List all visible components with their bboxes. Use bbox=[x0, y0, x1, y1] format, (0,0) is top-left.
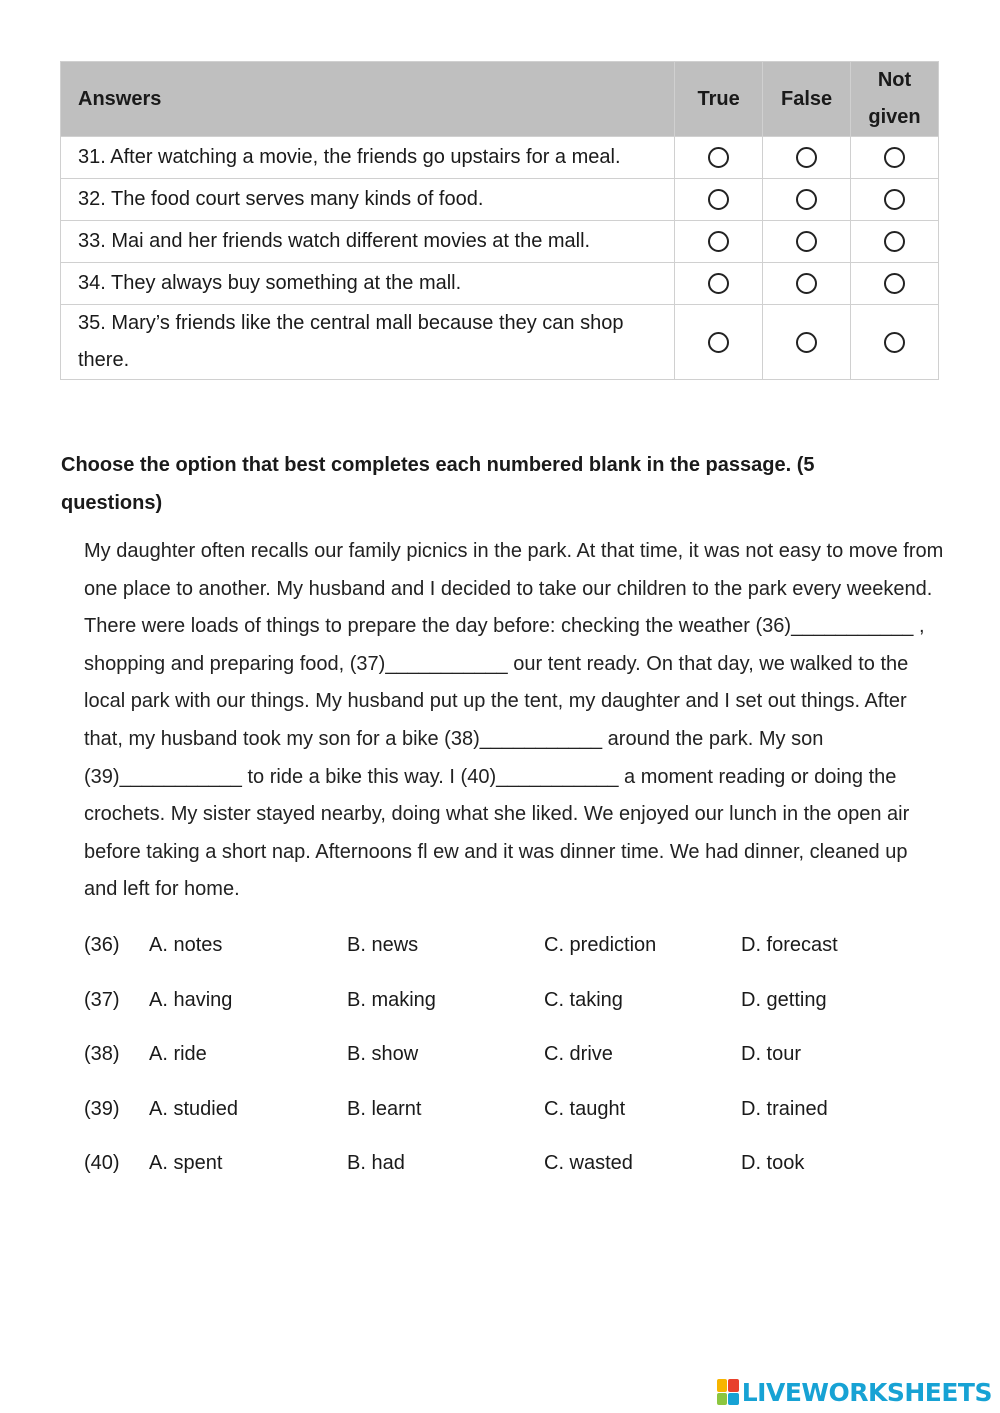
radio-35-not-given[interactable] bbox=[884, 332, 905, 353]
radio-32-not-given[interactable] bbox=[884, 189, 905, 210]
radio-31-true[interactable] bbox=[708, 147, 729, 168]
question-row-40 bbox=[84, 1144, 964, 1199]
statement-35: 35. Mary’s friends like the central mall because they can shop there. bbox=[61, 305, 675, 380]
radio-33-true[interactable] bbox=[708, 231, 729, 252]
table-row bbox=[61, 137, 939, 179]
option-37-a[interactable]: A. having bbox=[149, 988, 233, 1011]
question-row-37 bbox=[84, 981, 964, 1036]
radio-34-true[interactable] bbox=[708, 273, 729, 294]
radio-35-true[interactable] bbox=[708, 332, 729, 353]
option-39-b[interactable]: B. learnt bbox=[347, 1097, 422, 1120]
option-39-d[interactable]: D. trained bbox=[741, 1097, 828, 1120]
radio-35-false[interactable] bbox=[796, 332, 817, 353]
radio-33-not-given[interactable] bbox=[884, 231, 905, 252]
answer-options bbox=[84, 926, 964, 1199]
option-38-d[interactable]: D. tour bbox=[741, 1043, 802, 1066]
radio-32-false[interactable] bbox=[796, 189, 817, 210]
table-row bbox=[61, 305, 939, 380]
logo-icon bbox=[717, 1379, 739, 1405]
statement-34: 34. They always buy something at the mall. bbox=[61, 263, 675, 305]
option-38-c[interactable]: C. drive bbox=[544, 1043, 613, 1066]
statement-32: 32. The food court serves many kinds of food. bbox=[61, 179, 675, 221]
question-number: (40) bbox=[84, 1152, 120, 1175]
option-36-c[interactable]: C. prediction bbox=[544, 934, 657, 956]
header-not-given: Not given bbox=[851, 62, 939, 137]
reading-passage: My daughter often recalls our family picnics in the park. At that time, it was not easy to move from one place to another. My husband and I decided to take our children to the park every weekend. There were loads of things to prepare the day before: checking the weather (36)___________ , shopping and preparing food, (37)___________ our tent ready. On that day, we walked to the local park with our things. My husband put up the tent, my daughter and I set out things. After that, my husband took my son for a bike (38)___________ around the park. My son (39)___________ to ride a bike this way. I (40)___________ a moment reading or doing the crochets. My sister stayed nearby, doing what she liked. We enjoyed our lunch in the open air before taking a short nap. Afternoons fl ew and it was dinner time. We had dinner, cleaned up and left for home. bbox=[84, 540, 944, 901]
option-37-c[interactable]: C. taking bbox=[544, 988, 623, 1011]
option-40-c[interactable]: C. wasted bbox=[544, 1152, 633, 1175]
radio-34-false[interactable] bbox=[796, 273, 817, 294]
option-40-b[interactable]: B. had bbox=[347, 1152, 405, 1175]
liveworksheets-logo bbox=[717, 1375, 992, 1409]
header-false: False bbox=[763, 62, 851, 137]
radio-31-false[interactable] bbox=[796, 147, 817, 168]
option-38-a[interactable]: A. ride bbox=[149, 1043, 207, 1066]
radio-33-false[interactable] bbox=[796, 231, 817, 252]
table-row bbox=[61, 179, 939, 221]
logo-square bbox=[717, 1393, 728, 1406]
header-true: True bbox=[675, 62, 763, 137]
question-row-38 bbox=[84, 1035, 964, 1090]
header-answers: Answers bbox=[61, 62, 675, 137]
question-number: (39) bbox=[84, 1097, 120, 1120]
question-row-36 bbox=[84, 926, 964, 981]
option-38-b[interactable]: B. show bbox=[347, 1043, 419, 1066]
option-36-b[interactable]: B. news bbox=[347, 934, 419, 956]
option-37-d[interactable]: D. getting bbox=[741, 988, 827, 1011]
radio-31-not-given[interactable] bbox=[884, 147, 905, 168]
radio-34-not-given[interactable] bbox=[884, 273, 905, 294]
table-row bbox=[61, 263, 939, 305]
question-number: (37) bbox=[84, 988, 120, 1011]
logo-text: LIVEWORKSHEETS bbox=[741, 1377, 992, 1407]
option-39-a[interactable]: A. studied bbox=[149, 1097, 238, 1120]
table-header-row bbox=[61, 62, 939, 137]
option-40-d[interactable]: D. took bbox=[741, 1152, 805, 1175]
radio-32-true[interactable] bbox=[708, 189, 729, 210]
table-row bbox=[61, 221, 939, 263]
true-false-table bbox=[60, 61, 939, 380]
question-number: (38) bbox=[84, 1043, 120, 1066]
logo-square bbox=[728, 1379, 739, 1392]
option-37-b[interactable]: B. making bbox=[347, 988, 436, 1011]
option-36-a[interactable]: A. notes bbox=[149, 934, 223, 956]
logo-square bbox=[728, 1393, 739, 1406]
option-40-a[interactable]: A. spent bbox=[149, 1152, 223, 1175]
option-39-c[interactable]: C. taught bbox=[544, 1097, 626, 1120]
section-instruction: Choose the option that best completes each numbered blank in the passage. (5 questions) bbox=[61, 454, 815, 514]
statement-31: 31. After watching a movie, the friends go upstairs for a meal. bbox=[61, 137, 675, 179]
statement-33: 33. Mai and her friends watch different movies at the mall. bbox=[61, 221, 675, 263]
option-36-d[interactable]: D. forecast bbox=[741, 934, 838, 956]
logo-square bbox=[717, 1379, 728, 1392]
question-number: (36) bbox=[84, 934, 120, 956]
question-row-39 bbox=[84, 1090, 964, 1145]
